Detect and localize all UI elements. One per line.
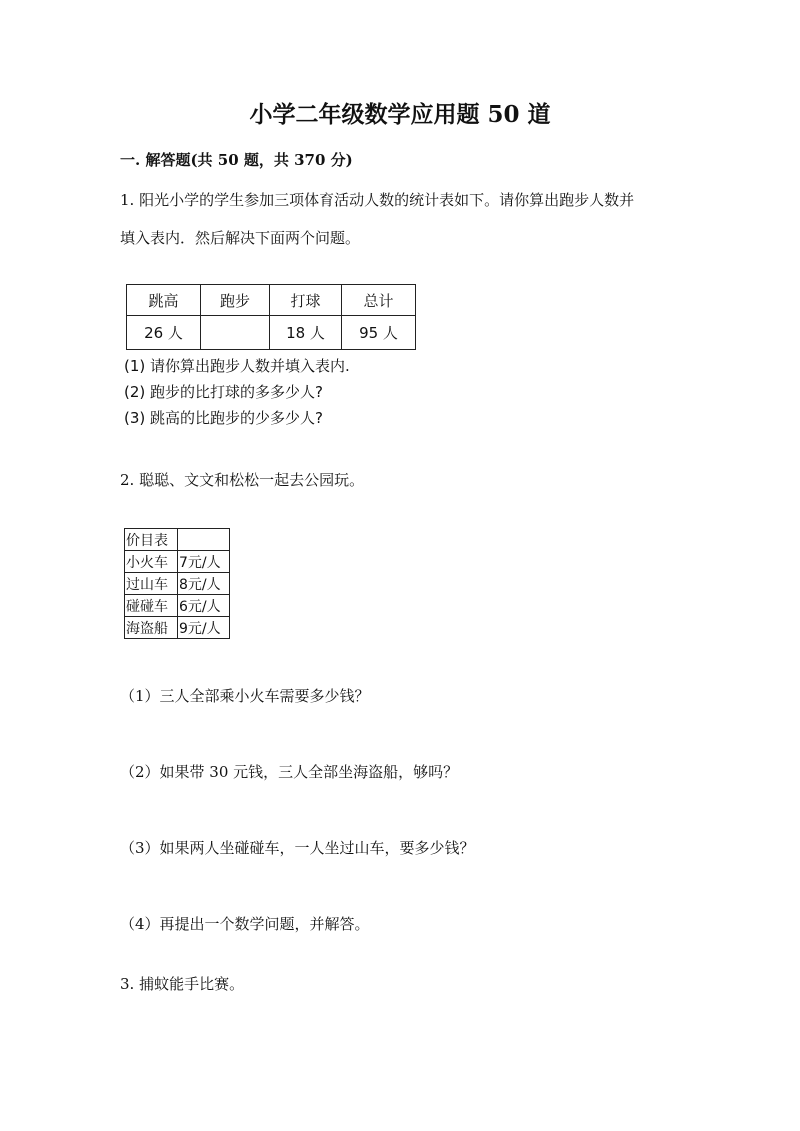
subquestion-1-2: (2) 跑步的比打球的多多少人?	[124, 383, 323, 401]
ride-price: 6元/人	[178, 595, 230, 617]
value-cell-ball: 18 人	[270, 316, 342, 350]
table-row	[125, 595, 230, 617]
subquestion-2-2: （2）如果带 30 元钱，三人全部坐海盗船，够吗？	[120, 763, 459, 781]
price-table-empty-header	[178, 529, 230, 551]
header-cell-total: 总计	[342, 285, 416, 316]
value-cell-running[interactable]	[201, 316, 270, 350]
question-1-text-line2: 填入表内．然后解决下面两个问题。	[120, 229, 361, 247]
ride-name: 海盗船	[125, 617, 178, 639]
subquestion-2-4: （4）再提出一个数学问题，并解答。	[120, 915, 370, 933]
table-row	[125, 617, 230, 639]
header-cell-ball: 打球	[270, 285, 342, 316]
subquestion-2-3: （3）如果两人坐碰碰车，一人坐过山车，要多少钱？	[120, 839, 475, 857]
subquestion-2-1: （1）三人全部乘小火车需要多少钱？	[120, 687, 370, 705]
question-3-text: 3. 捕蚊能手比赛。	[120, 975, 245, 993]
table-row	[125, 551, 230, 573]
value-cell-high-jump: 26 人	[127, 316, 201, 350]
page-title: 小学二年级数学应用题 50 道	[249, 101, 551, 128]
table-header-row	[125, 529, 230, 551]
section-heading: 一. 解答题(共 50 题，共 370 分)	[120, 151, 353, 169]
question-1-text-line1: 1. 阳光小学的学生参加三项体育活动人数的统计表如下。请你算出跑步人数并	[120, 191, 635, 209]
header-cell-high-jump: 跳高	[127, 285, 201, 316]
price-table	[124, 528, 230, 639]
table-header-row	[127, 285, 416, 316]
value-cell-total: 95 人	[342, 316, 416, 350]
ride-price: 8元/人	[178, 573, 230, 595]
table-row	[127, 316, 416, 350]
header-cell-running: 跑步	[201, 285, 270, 316]
question-2-text: 2. 聪聪、文文和松松一起去公园玩。	[120, 471, 365, 489]
subquestion-1-3: (3) 跳高的比跑步的少多少人?	[124, 409, 323, 427]
table-row	[125, 573, 230, 595]
ride-price: 7元/人	[178, 551, 230, 573]
activity-stats-table	[126, 284, 416, 350]
ride-name: 过山车	[125, 573, 178, 595]
ride-price: 9元/人	[178, 617, 230, 639]
price-table-title: 价目表	[125, 529, 178, 551]
subquestion-1-1: (1) 请你算出跑步人数并填入表内.	[124, 357, 350, 375]
ride-name: 碰碰车	[125, 595, 178, 617]
ride-name: 小火车	[125, 551, 178, 573]
